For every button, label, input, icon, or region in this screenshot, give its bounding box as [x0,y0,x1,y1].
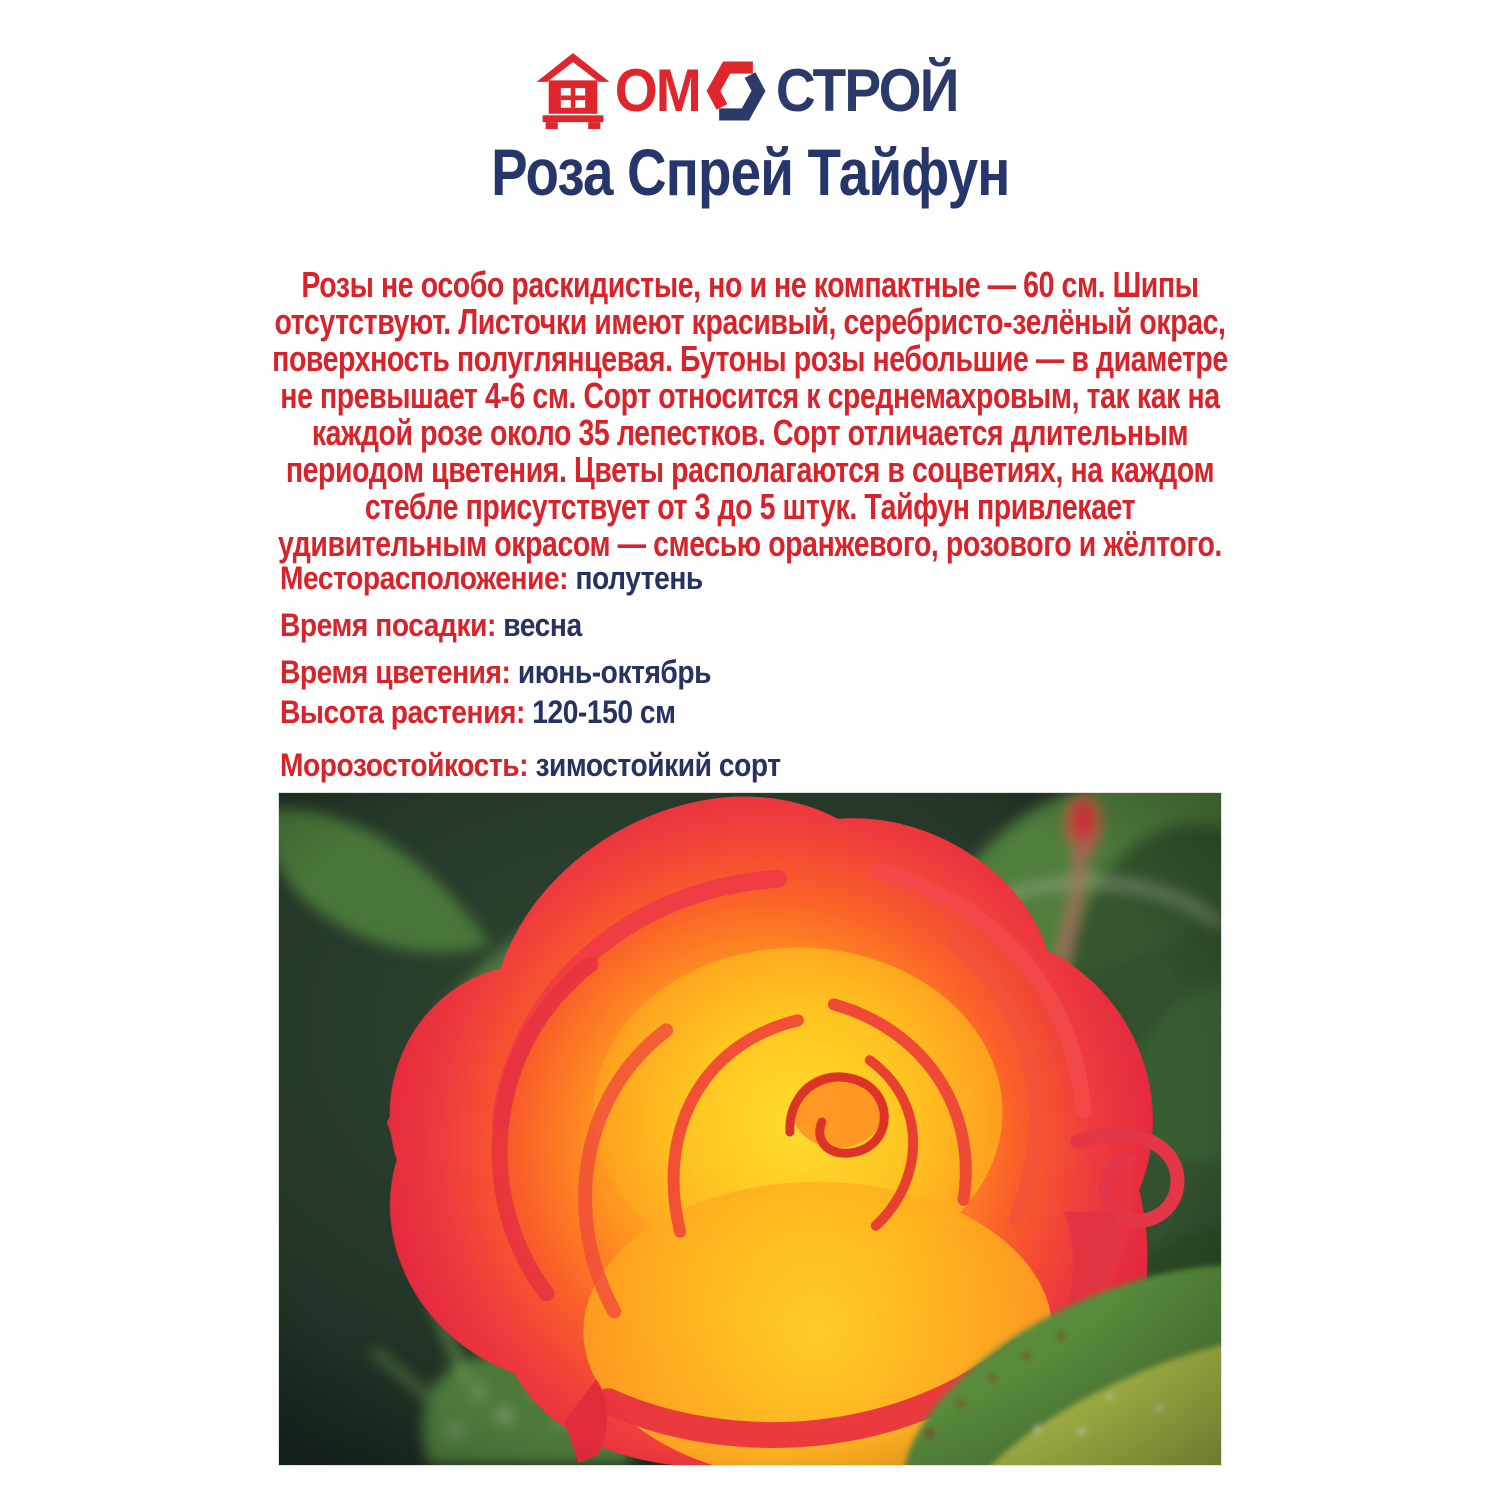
logo-text-dom: ОМ [614,57,700,124]
logo-ring-icon [706,60,766,122]
attribute-label: Время посадки: [280,607,496,643]
attribute-row [280,608,582,642]
brand-logo [0,46,1500,136]
attribute-value: июнь-октябрь [517,654,712,690]
attribute-row [280,561,703,595]
rose-photo-svg [279,793,1221,1465]
attribute-row [280,655,711,689]
attribute-value: полутень [575,560,703,596]
logo-text-stroy: СТРОЙ [775,57,958,124]
rose-photo [278,792,1222,1466]
attribute-value: 120-150 см [532,694,676,730]
attribute-label: Морозостойкость: [280,747,529,783]
attribute-value: весна [503,607,582,643]
attribute-label: Высота растения: [280,694,525,730]
page-title: Роза Спрей Тайфун [490,135,1010,209]
attribute-value: зимостойкий сорт [535,747,781,783]
house-icon [535,51,611,131]
attribute-label: Месторасположение: [280,560,569,596]
title-row [0,136,1500,208]
attribute-label: Время цветения: [280,654,511,690]
attribute-row [280,748,781,782]
attribute-row [280,695,676,729]
description-text: Розы не особо раскидистые, но и не компактные — 60 см. Шипы отсутствуют. Листочки имеют красивый, серебристо-зелёный окрас, поверхность полуглянцевая. Бутоны розы небольшие — в диаметре не превышает 4-6 см. Сорт относится к среднемахровым, так как на каждой розе около 35 лепестков. Сорт отличается длительным периодом цветения. Цветы располагаются в соцветиях, на каждом стебле присутствует от 3 до 5 штук. Тайфун привлекает удивительным окрасом — смесью оранжевого, розового и жёлтого. [272,264,1228,564]
